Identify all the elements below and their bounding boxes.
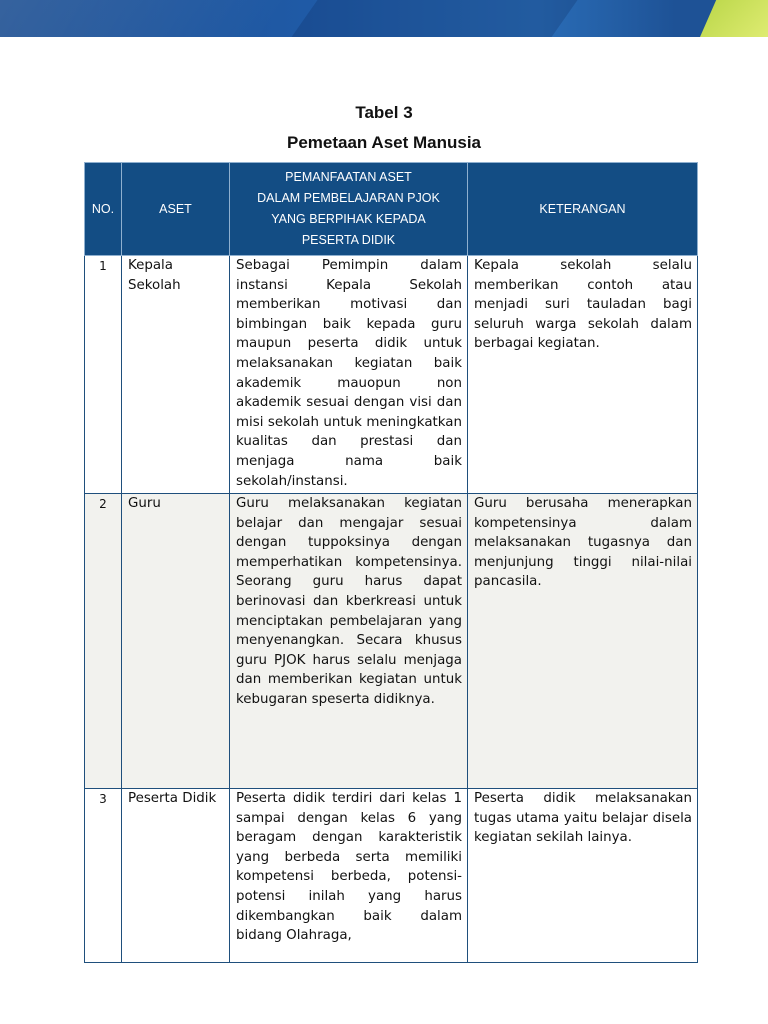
row-keterangan: Peserta didik melaksanakan tugas utama yaitu belajar disela kegiatan sekilah lainya. <box>468 789 698 963</box>
row-aset: Kepala Sekolah <box>122 256 230 494</box>
header-pemanfaatan <box>230 163 468 256</box>
banner-stripe-dark <box>275 0 584 37</box>
header-keterangan: KETERANGAN <box>468 163 698 256</box>
table-row <box>85 494 698 789</box>
row-aset: Peserta Didik <box>122 789 230 963</box>
row-keterangan: Guru berusaha menerapkan kompetensinya dalam melaksanakan tugasnya dan menjunjung tinggi nilai-nilai pancasila. <box>468 494 698 789</box>
row-number: 3 <box>85 789 122 963</box>
header-pemanfaatan-line: YANG BERPIHAK KEPADA <box>271 212 426 226</box>
header-pemanfaatan-line: PESERTA DIDIK <box>301 233 396 247</box>
table-row <box>85 789 698 963</box>
header-no: NO. <box>85 163 122 256</box>
asset-table <box>84 162 698 963</box>
row-pemanfaatan: Sebagai Pemimpin dalam instansi Kepala Sekolah memberikan motivasi dan bimbingan baik kepada guru maupun peserta didik untuk melaksanakan kegiatan baik akademik mauopun non akademik sesuai dengan visi dan misi sekolah untuk meningkatkan kualitas dan prestasi dan menjaga nama baik sekolah/instansi. <box>230 256 468 494</box>
row-keterangan: Kepala sekolah selalu memberikan contoh atau menjadi suri tauladan bagi seluruh warga sekolah dalam berbagai kegiatan. <box>468 256 698 494</box>
header-banner <box>0 0 768 37</box>
row-pemanfaatan: Peserta didik terdiri dari kelas 1 sampai dengan kelas 6 yang beragam dengan karakteristik yang berbeda serta memiliki kompetensi berbeda, potensi-potensi inilah yang harus dikembangkan baik dalam bidang Olahraga, <box>230 789 468 963</box>
row-aset: Guru <box>122 494 230 789</box>
header-aset: ASET <box>122 163 230 256</box>
header-row <box>85 163 698 256</box>
banner-accent <box>700 0 768 37</box>
row-number: 2 <box>85 494 122 789</box>
row-pemanfaatan: Guru melaksanakan kegiatan belajar dan mengajar sesuai dengan tuppoksinya dengan memperhatikan kompetensinya. Seorang guru harus dapat berinovasi dan kberkreasi untuk menciptakan pembelajaran yang menyenangkan. Secara khusus guru PJOK harus selalu menjaga dan memberikan kegiatan untuk kebugaran speserta didiknya. <box>230 494 468 789</box>
header-pemanfaatan-line: PEMANFAATAN ASET <box>285 170 412 184</box>
table-row <box>85 256 698 494</box>
table-number: Tabel 3 <box>355 103 413 122</box>
table-title: Pemetaan Aset Manusia <box>287 133 481 152</box>
row-number: 1 <box>85 256 122 494</box>
header-pemanfaatan-line: DALAM PEMBELAJARAN PJOK <box>257 191 440 205</box>
